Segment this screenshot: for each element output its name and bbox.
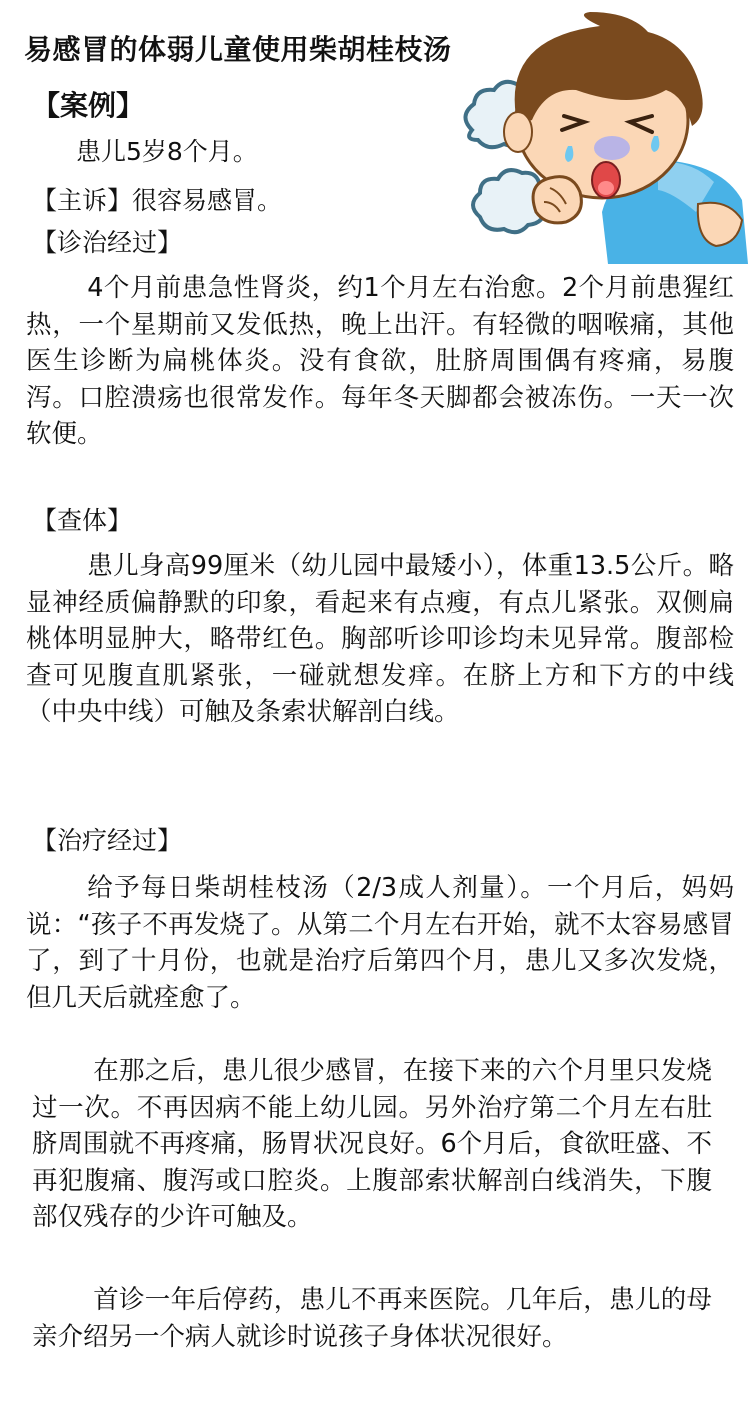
treatment-heading: 【治疗经过】 xyxy=(32,826,183,855)
chief-complaint: 【主诉】很容易感冒。 xyxy=(32,186,283,215)
patient-info: 患儿5岁8个月。 xyxy=(76,137,258,166)
case-heading: 【案例】 xyxy=(32,89,145,122)
article-title: 易感冒的体弱儿童使用柴胡桂枝汤 xyxy=(24,33,452,66)
treatment-text-1: 给予每日柴胡桂枝汤（2/3成人剂量）。一个月后，妈妈说：“孩子不再发烧了。从第二个月左右开始，就不太容易感冒了，到了十月份，也就是治疗后第四个月，患儿又多次发烧，但几天后就痊愈了。 xyxy=(26,873,734,1013)
exam-heading: 【查体】 xyxy=(32,506,133,535)
diagnosis-text: 4个月前患急性肾炎，约1个月左右治愈。2个月前患猩红热，一个星期前又发低热，晚上出汗。有轻微的咽喉痛，其他医生诊断为扁桃体炎。没有食欲，肚脐周围偶有疼痛，易腹泻。口腔溃疡也很常发作。每年冬天脚都会被冻伤。一天一次软便。 xyxy=(26,273,734,449)
diagnosis-heading: 【诊治经过】 xyxy=(32,228,183,257)
treatment-text-2: 在那之后，患儿很少感冒，在接下来的六个月里只发烧过一次。不再因病不能上幼儿园。另外治疗第二个月左右肚脐周围就不再疼痛，肠胃状况良好。6个月后，食欲旺盛、不再犯腹痛、腹泻或口腔炎。上腹部索状解剖白线消失，下腹部仅残存的少许可触及。 xyxy=(32,1056,712,1232)
treatment-text-3: 首诊一年后停药，患儿不再来医院。几年后，患儿的母亲介绍另一个病人就诊时说孩子身体状况很好。 xyxy=(32,1285,712,1352)
sick-child-coughing-icon xyxy=(452,12,748,264)
exam-text: 患儿身高99厘米（幼儿园中最矮小），体重13.5公斤。略显神经质偏静默的印象，看起来有点瘦，有点儿紧张。双侧扁桃体明显肿大，略带红色。胸部听诊叩诊均未见异常。腹部检查可见腹直肌紧张，一碰就想发痒。在脐上方和下方的中线（中央中线）可触及条索状解剖白线。 xyxy=(26,551,734,727)
